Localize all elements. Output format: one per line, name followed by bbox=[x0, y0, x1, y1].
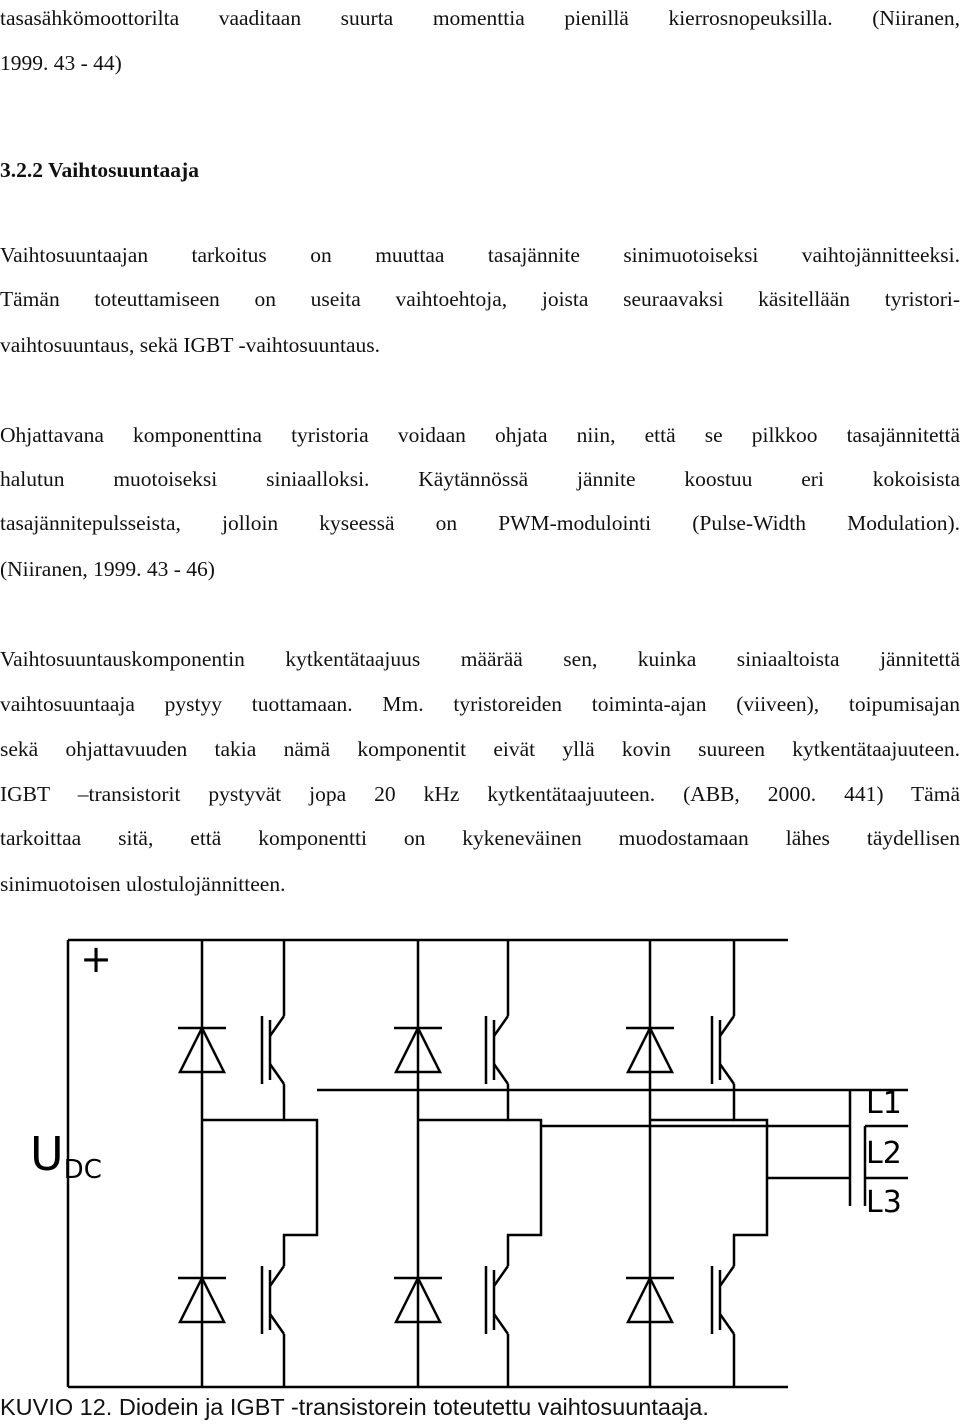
igbt-collector-icon bbox=[720, 1266, 734, 1286]
igbt-collector-icon bbox=[494, 1266, 508, 1286]
figure-caption: KUVIO 12. Diodein ja IGBT -transistorein toteutettu vaihtosuuntaaja. bbox=[0, 1394, 709, 1420]
positive-terminal-label: + bbox=[80, 937, 112, 981]
igbt-collector-icon bbox=[720, 1016, 734, 1036]
paragraph-line: vaihtosuuntaaja pystyy tuottamaan. Mm. tyristoreiden toiminta-ajan (viiveen), toipumisajan bbox=[0, 692, 960, 716]
paragraph-line: sekä ohjattavuuden takia nämä komponentit eivät yllä kovin suureen kytkentätaajuuteen. bbox=[0, 737, 960, 761]
udc-main-label: U bbox=[30, 1127, 64, 1181]
igbt-midpoint-wire bbox=[734, 1098, 767, 1252]
igbt-emitter-icon bbox=[720, 1314, 734, 1334]
section-heading: 3.2.2 Vaihtosuuntaaja bbox=[0, 158, 199, 182]
igbt-emitter-icon bbox=[494, 1064, 508, 1084]
udc-label bbox=[30, 1127, 102, 1185]
igbt-collector-icon bbox=[270, 1266, 284, 1286]
igbt-emitter-icon bbox=[270, 1064, 284, 1084]
paragraph-line: vaihtosuuntaus, sekä IGBT -vaihtosuuntaus. bbox=[0, 333, 380, 357]
igbt-collector-icon bbox=[494, 1016, 508, 1036]
igbt-emitter-icon bbox=[270, 1314, 284, 1334]
output-label-l1: L1 bbox=[866, 1086, 902, 1121]
paragraph-line: Vaihtosuuntaajan tarkoitus on muuttaa tasajännite sinimuotoiseksi vaihtojännitteeksi. bbox=[0, 243, 960, 267]
igbt-emitter-icon bbox=[720, 1064, 734, 1084]
udc-subscript-label: DC bbox=[63, 1155, 102, 1185]
paragraph-line: Vaihtosuuntauskomponentin kytkentätaajuus määrää sen, kuinka siniaaltoista jännitettä bbox=[0, 647, 960, 671]
igbt-collector-icon bbox=[270, 1016, 284, 1036]
igbt-emitter-icon bbox=[494, 1314, 508, 1334]
inverter-circuit-diagram bbox=[0, 930, 960, 1390]
output-label-l2: L2 bbox=[866, 1136, 902, 1171]
paragraph-line: sinimuotoisen ulostulojännitteen. bbox=[0, 872, 286, 896]
paragraph-line: halutun muotoiseksi siniaalloksi. Käytännössä jännite koostuu eri kokoisista bbox=[0, 467, 960, 491]
output-label-l3: L3 bbox=[866, 1185, 902, 1220]
paragraph-line: Ohjattavana komponenttina tyristoria voidaan ohjata niin, että se pilkkoo tasajännitettä bbox=[0, 423, 960, 447]
paragraph-line: tasasähkömoottorilta vaaditaan suurta momenttia pienillä kierrosnopeuksilla. (Niiranen, bbox=[0, 6, 960, 30]
paragraph-line: IGBT –transistorit pystyvät jopa 20 kHz kytkentätaajuuteen. (ABB, 2000. 441) Tämä bbox=[0, 782, 960, 806]
paragraph-line: Tämän toteuttamiseen on useita vaihtoehtoja, joista seuraavaksi käsitellään tyristori- bbox=[0, 287, 960, 311]
paragraph-line: (Niiranen, 1999. 43 - 46) bbox=[0, 557, 215, 581]
paragraph-line: 1999. 43 - 44) bbox=[0, 51, 122, 75]
inverter-legs bbox=[178, 940, 850, 1387]
igbt-midpoint-wire bbox=[284, 1098, 317, 1252]
paragraph-line: tasajännitepulsseista, jolloin kyseessä on PWM-modulointi (Pulse-Width Modulation). bbox=[0, 511, 960, 535]
igbt-midpoint-wire bbox=[508, 1098, 541, 1252]
paragraph-line: tarkoittaa sitä, että komponentti on kykeneväinen muodostamaan lähes täydellisen bbox=[0, 826, 960, 850]
